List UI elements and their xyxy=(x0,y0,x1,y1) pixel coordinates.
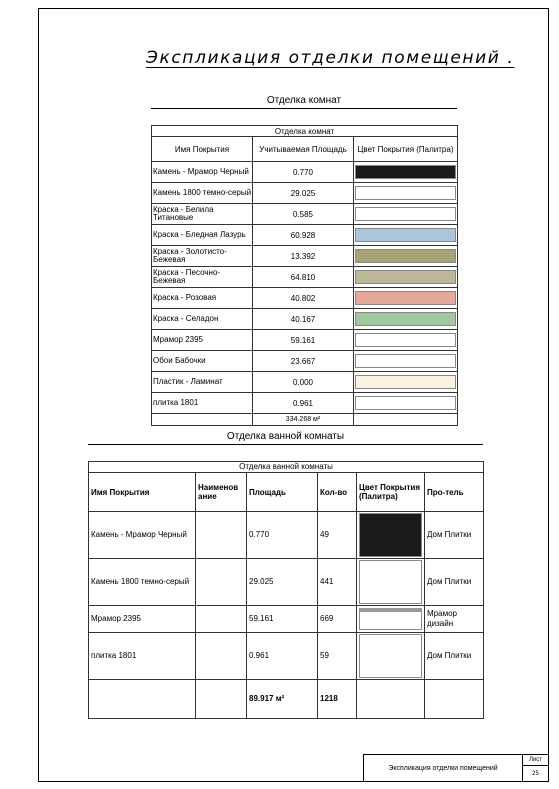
bath-finish-name: Мрамор 2395 xyxy=(89,606,196,633)
table-row xyxy=(152,246,458,267)
bath-finish-maker: Дом Плитки xyxy=(425,633,484,680)
table-row xyxy=(152,351,458,372)
finish-area: 23.667 xyxy=(253,351,354,372)
col-header-color: Цвет Покрытия (Палитра) xyxy=(354,137,458,162)
bath-finish-name: плитка 1801 xyxy=(89,633,196,680)
finish-name: Камень 1800 темно-серый xyxy=(152,183,253,204)
color-cell xyxy=(354,288,458,309)
table-row xyxy=(152,393,458,414)
bath-finish-title xyxy=(196,512,247,559)
bath-col-qty: Кол-во xyxy=(318,473,357,512)
color-cell xyxy=(354,393,458,414)
bath-total-maker xyxy=(425,680,484,719)
bath-finish-maker: Мрамор дизайн xyxy=(425,606,484,633)
color-cell xyxy=(354,225,458,246)
color-cell xyxy=(354,351,458,372)
color-swatch xyxy=(359,560,422,604)
bath-finish-qty: 49 xyxy=(318,512,357,559)
bath-finish-qty: 59 xyxy=(318,633,357,680)
color-swatch xyxy=(355,186,456,200)
bath-color-cell xyxy=(357,559,425,606)
rooms-finish-table xyxy=(151,125,458,426)
color-swatch xyxy=(355,207,456,221)
rooms-heading: Отделка комнат xyxy=(266,95,342,106)
bath-finish-name: Камень 1800 темно-серый xyxy=(89,559,196,606)
total-empty-cell xyxy=(354,414,458,426)
finish-name: Краска - Золотисто-Бежевая xyxy=(152,246,253,267)
finish-area: 13.392 xyxy=(253,246,354,267)
document-title: Экспликация отделки помещений . xyxy=(146,48,515,68)
finish-name: Обои Бабочки xyxy=(152,351,253,372)
finish-name: Краска - Розовая xyxy=(152,288,253,309)
finish-area: 29.025 xyxy=(253,183,354,204)
bath-color-cell xyxy=(357,512,425,559)
total-label-cell xyxy=(152,414,253,426)
bath-finish-qty: 669 xyxy=(318,606,357,633)
bath-finish-maker: Дом Плитки xyxy=(425,512,484,559)
color-cell xyxy=(354,183,458,204)
color-swatch xyxy=(355,270,456,284)
bath-col-maker: Про-тель xyxy=(425,473,484,512)
bath-heading: Отделка ванной комнаты xyxy=(226,431,345,442)
bath-finish-maker: Дом Плитки xyxy=(425,559,484,606)
color-swatch xyxy=(355,165,456,179)
table-row xyxy=(152,330,458,351)
finish-area: 40.167 xyxy=(253,309,354,330)
table-row xyxy=(152,372,458,393)
bath-table-caption: Отделка ванной комнаты xyxy=(89,462,484,473)
table-row xyxy=(152,288,458,309)
finish-area: 0.585 xyxy=(253,204,354,225)
bath-finish-name: Камень - Мрамор Черный xyxy=(89,512,196,559)
color-cell xyxy=(354,330,458,351)
bath-finish-table xyxy=(88,461,484,719)
finish-area: 60.928 xyxy=(253,225,354,246)
title-block xyxy=(363,754,548,782)
rooms-table-caption: Отделка комнат xyxy=(152,126,458,137)
finish-name: Краска - Белила Титановые xyxy=(152,204,253,225)
bath-finish-qty: 441 xyxy=(318,559,357,606)
bath-col-title: Наименов ание xyxy=(196,473,247,512)
color-cell xyxy=(354,309,458,330)
bath-color-cell xyxy=(357,606,425,633)
bath-total-label xyxy=(89,680,196,719)
color-swatch xyxy=(355,228,456,242)
color-swatch xyxy=(355,333,456,347)
bath-finish-area: 59.161 xyxy=(247,606,318,633)
color-swatch xyxy=(359,634,422,678)
bath-heading-rule xyxy=(88,444,483,445)
color-cell xyxy=(354,267,458,288)
bath-finish-title xyxy=(196,606,247,633)
color-cell xyxy=(354,204,458,225)
stamp-sheet-number: 25 xyxy=(522,765,548,782)
rooms-total-area: 334.268 м² xyxy=(253,414,354,426)
finish-name: Пластик - Ламинат xyxy=(152,372,253,393)
bath-finish-title xyxy=(196,559,247,606)
finish-area: 59.161 xyxy=(253,330,354,351)
table-row xyxy=(89,606,484,633)
table-row xyxy=(89,512,484,559)
color-cell xyxy=(354,246,458,267)
finish-name: Краска - Песочно-Бежевая xyxy=(152,267,253,288)
table-row xyxy=(152,267,458,288)
bath-total-area: 89.917 м² xyxy=(247,680,318,719)
color-cell xyxy=(354,372,458,393)
bath-total-color xyxy=(357,680,425,719)
col-header-name: Имя Покрытия xyxy=(152,137,253,162)
table-row xyxy=(152,309,458,330)
finish-name: Краска - Селадон xyxy=(152,309,253,330)
color-swatch xyxy=(355,249,456,263)
bath-col-area: Площадь xyxy=(247,473,318,512)
finish-area: 0.000 xyxy=(253,372,354,393)
table-row xyxy=(89,559,484,606)
color-swatch xyxy=(355,375,456,389)
table-row xyxy=(89,633,484,680)
table-row xyxy=(152,183,458,204)
finish-name: Краска - Бледная Лазурь xyxy=(152,225,253,246)
finish-area: 40.802 xyxy=(253,288,354,309)
rooms-heading-rule xyxy=(151,108,457,109)
table-row xyxy=(152,225,458,246)
col-header-area: Учитываемая Площадь xyxy=(253,137,354,162)
bath-finish-area: 29.025 xyxy=(247,559,318,606)
finish-area: 0.961 xyxy=(253,393,354,414)
color-swatch xyxy=(359,513,422,557)
table-row xyxy=(152,204,458,225)
bath-col-color: Цвет Покрытия (Палитра) xyxy=(357,473,425,512)
table-row xyxy=(152,162,458,183)
color-swatch xyxy=(355,312,456,326)
bath-total-title xyxy=(196,680,247,719)
color-swatch xyxy=(355,396,456,410)
bath-col-name: Имя Покрытия xyxy=(89,473,196,512)
color-swatch xyxy=(355,291,456,305)
color-swatch xyxy=(359,608,422,630)
stamp-document-name: Экспликация отделки помещений xyxy=(363,754,522,782)
stamp-sheet-label: Лист xyxy=(522,754,548,765)
finish-name: Мрамор 2395 xyxy=(152,330,253,351)
color-cell xyxy=(354,162,458,183)
bath-finish-area: 0.961 xyxy=(247,633,318,680)
bath-color-cell xyxy=(357,633,425,680)
color-swatch xyxy=(355,354,456,368)
bath-total-qty: 1218 xyxy=(318,680,357,719)
finish-name: плитка 1801 xyxy=(152,393,253,414)
bath-finish-title xyxy=(196,633,247,680)
bath-finish-area: 0.770 xyxy=(247,512,318,559)
finish-area: 0.770 xyxy=(253,162,354,183)
finish-name: Камень - Мрамор Черный xyxy=(152,162,253,183)
finish-area: 64.810 xyxy=(253,267,354,288)
